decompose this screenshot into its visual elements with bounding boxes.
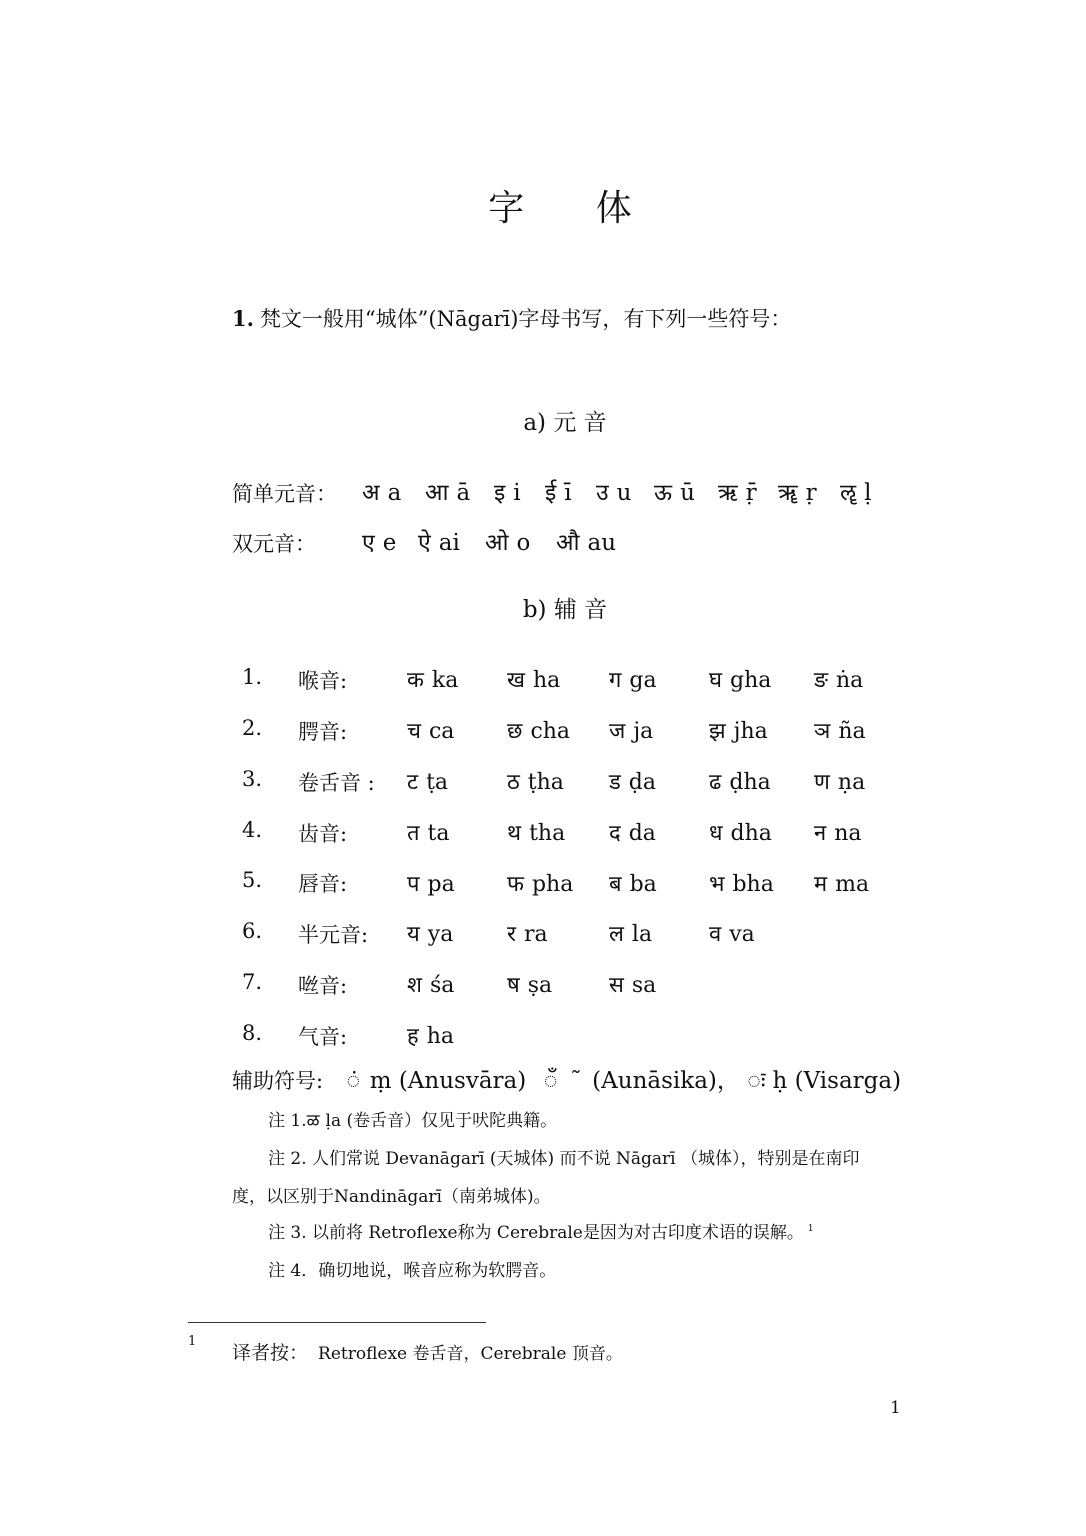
row-name: 半元音: xyxy=(298,923,369,947)
consonant-cell: थ tha xyxy=(507,821,566,846)
vowel-l: ॡ ḷ xyxy=(840,480,872,506)
consonant-cell: ङ ṅa xyxy=(814,668,864,693)
simple-vowels-label: 简单元音： xyxy=(232,482,337,506)
vowel-ii: ई ī xyxy=(545,480,572,506)
row-name: 腭音: xyxy=(298,720,348,744)
note-1: 注 1.ळ ḷa (卷舌音）仅见于吠陀典籍。 xyxy=(268,1111,558,1131)
consonant-cell: त ta xyxy=(407,821,450,846)
row-number: 1. xyxy=(242,665,263,689)
row-number: 6. xyxy=(242,919,263,943)
consonant-cell: घ gha xyxy=(709,668,772,693)
footnote-mark: 1 xyxy=(188,1334,197,1349)
anusvara-mark: ं xyxy=(346,1068,361,1094)
consonant-cell: स sa xyxy=(609,973,657,998)
vowel-rr: ॠ ṛ xyxy=(778,480,817,506)
consonant-cell: ह ha xyxy=(407,1024,454,1049)
consonant-cell: छ cha xyxy=(507,719,571,744)
row-name: 卷舌音 : xyxy=(298,771,375,795)
diphthong-ai: ऐ ai xyxy=(418,530,460,556)
consonant-cell: भ bha xyxy=(709,872,774,897)
vowels-heading: a) 元 音 xyxy=(523,410,607,436)
auxiliary-signs xyxy=(232,1062,901,1095)
consonants-heading: b) 辅 音 xyxy=(522,597,608,623)
vowel-a: अ a xyxy=(362,480,402,506)
aux-label: 辅助符号: xyxy=(232,1069,324,1093)
consonant-cell: य ya xyxy=(407,922,454,947)
footnote-ref: 1 xyxy=(807,1224,814,1235)
consonant-cell: ण ṇa xyxy=(814,770,866,795)
consonant-cell: क ka xyxy=(407,668,459,693)
row-name: 气音: xyxy=(298,1025,348,1049)
row-name: 喉音: xyxy=(298,669,348,693)
consonant-cell: ख ha xyxy=(507,668,561,693)
page-title: 字 体 xyxy=(488,188,662,229)
diphthongs-label: 双元音： xyxy=(232,532,316,556)
consonant-cell: ज ja xyxy=(609,719,654,744)
consonant-cell: ट ṭa xyxy=(407,770,449,795)
consonant-cell: ञ ña xyxy=(814,719,866,744)
vowel-aa: आ ā xyxy=(425,480,471,506)
intro-number: 1. xyxy=(232,306,254,331)
aunasika-text: (Aunāsika)， xyxy=(592,1068,740,1094)
visarga-text: ḥ (Visarga) xyxy=(772,1068,902,1094)
consonant-cell: ब ba xyxy=(609,872,657,897)
row-number: 3. xyxy=(242,767,263,791)
consonant-cell: ष ṣa xyxy=(507,973,553,998)
note-2-line-1: 注 2. 人们常说 Devanāgarī (天城体) 而不说 Nāgarī （城体），特别是在南印 xyxy=(268,1149,860,1169)
tilde-mark: ˜ xyxy=(570,1068,582,1094)
row-name: 唇音: xyxy=(298,872,348,896)
footnote-separator xyxy=(188,1322,486,1323)
diphthong-au: औ au xyxy=(556,530,617,556)
consonant-cell: द da xyxy=(609,821,656,846)
intro-text: 梵文一般用“城体”(Nāgarī)字母书写，有下列一些符号： xyxy=(259,307,792,331)
consonant-cell: फ pha xyxy=(507,872,574,897)
consonant-cell: ल la xyxy=(609,922,653,947)
note-2-line-2: 度，以区别于Nandināgarī（南弟城体)。 xyxy=(232,1187,551,1207)
note-3: 注 3. 以前将 Retroflexe称为 Cerebrale是因为对古印度术语的误解。 $^1$ xyxy=(268,1223,814,1243)
row-number: 7. xyxy=(242,970,263,994)
consonant-cell: झ jha xyxy=(709,719,768,744)
consonant-cell: ढ ḍha xyxy=(709,770,771,795)
diphthong-e: ए e xyxy=(362,530,397,556)
note-4: 注 4．确切地说，喉音应称为软腭音。 xyxy=(268,1261,557,1281)
row-number: 8. xyxy=(242,1021,263,1045)
consonant-cell: न na xyxy=(814,821,862,846)
vowel-i: इ i xyxy=(494,480,521,506)
consonant-cell: च ca xyxy=(407,719,455,744)
consonant-cell: श śa xyxy=(407,973,455,998)
consonant-cell: व va xyxy=(709,922,755,947)
visarga-mark: ः xyxy=(747,1068,766,1094)
row-number: 5. xyxy=(242,868,263,892)
footnote-label: 译者按： xyxy=(232,1342,309,1364)
diphthong-o: ओ o xyxy=(485,530,531,556)
consonant-cell: म ma xyxy=(814,872,870,897)
consonant-cell: ठ ṭha xyxy=(507,770,564,795)
vowel-uu: ऊ ū xyxy=(654,480,695,506)
footnote-body: Retroflexe 卷舌音，Cerebrale 顶音。 xyxy=(318,1344,623,1364)
lla-glyph: ळ xyxy=(306,1111,320,1131)
page-number: 1 xyxy=(890,1398,901,1418)
candrabindu-mark: ँ xyxy=(543,1068,558,1094)
consonant-cell: ध dha xyxy=(709,821,772,846)
row-number: 2. xyxy=(242,716,263,740)
footnote-text xyxy=(232,1338,623,1365)
row-name: 咝音: xyxy=(298,974,348,998)
consonant-cell: ग ga xyxy=(609,668,657,693)
consonant-cell: ड ḍa xyxy=(609,770,656,795)
consonant-cell: प pa xyxy=(407,872,455,897)
vowel-r: ऋ ṝ xyxy=(718,480,757,506)
vowel-u: उ u xyxy=(596,480,632,506)
row-name: 齿音: xyxy=(298,822,348,846)
row-number: 4. xyxy=(242,818,263,842)
consonant-cell: र ra xyxy=(507,922,548,947)
anusvara-text: ṃ (Anusvāra) xyxy=(369,1068,527,1094)
intro-paragraph xyxy=(232,303,791,333)
